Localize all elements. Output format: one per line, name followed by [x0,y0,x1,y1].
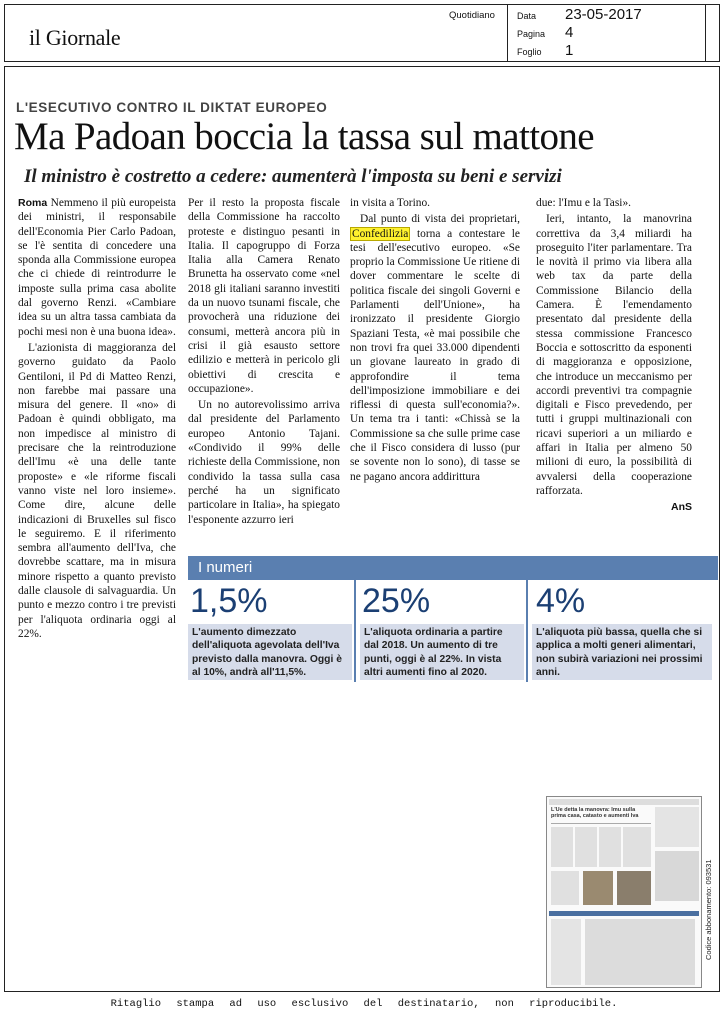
paragraph-text: torna a contestare le tesi dell'esecutivo europeo. «Se proprio la Commissione Ue ritiene di dover commentare le scelte di politica fiscale dei singoli Governi e Parlamenti dell'Unione», ha ironizzato il presidente Giorgio Spaziani Testa, «è mai possibile che non trovi fra quei 33.000 dipendenti un giovane laureato in grado di approfondire il tema dell'imposizione immobiliare e dei riflessi di questa sull'economia?». Un tema tra i tanti: «Chissà se la Commissione sa che sulle prime case che il Fisco considera di lusso (pur se sovente non lo sono), di tasse se ne pagano ancora addirittura [350,227,520,483]
pagina-value: 4 [565,24,574,41]
thumbnail-column [551,871,579,905]
number-description: L'aumento dimezzato dell'aliquota agevolata dell'Iva previsto dalla manovra. Oggi è al 10%, andrà all'11,5%. [188,624,352,680]
paragraph: L'azionista di maggioranza del governo guidato da Paolo Gentiloni, il Pd di Matteo Renzi, non farebbe mai passare una misura del genere. Il «no» di Padoan è quindi obbligato, ma non impedisce al ministro di precisare che la reintroduzione dell'Imu «è una delle tante proposte» e «le riforme fiscali vanno viste nel loro insieme». Come dire, alcune delle indicazioni di Bruxelles sul fisco le seguiremo. E il riferimento sembra all'aumento dell'Iva, che dovrebbe scattare, ma in misura minore rispetto a quanto previsto dalle clausole di salvaguardia. Un punto e mezzo contro i tre previsti per l'aliquota ordinaria oggi al 22%. [18,341,176,640]
article-title: Ma Padoan boccia la tassa sul mattone [14,115,594,158]
paragraph: Per il resto la proposta fiscale della Commissione ha raccolto proteste e distinguo pesanti in Italia. Il capogruppo di Forza Italia alla Camera Renato Brunetta ha osservato come «nel 2018 gli italiani saranno investiti da un nuovo tsunami fiscale, che provocherà una riduzione dei consumi, metterà ancora più in crisi il già esausto settore edilizio e metterà in pericolo gli obiettivi di crescita e occupazione». [188,197,340,395]
foglio-value: 1 [565,42,574,59]
numbers-separator [526,580,528,682]
data-label: Data [517,11,537,21]
clipping-footer: Ritaglio stampa ad uso esclusivo del destinatario, non riproducibile. [110,998,618,1010]
foglio-label: Foglio [517,47,542,57]
article-kicker: L'ESECUTIVO CONTRO IL DIKTAT EUROPEO [16,100,328,115]
paragraph [350,212,520,484]
number-value: 1,5% [190,582,268,620]
number-value: 4% [536,582,586,620]
paragraph: Ieri, intanto, la manovrina correttiva da 3,4 miliardi ha proseguito l'iter parlamentare. Tra le novità il primo via libera alla web tax da parte della Commissione Bilancio della Camera. È l'emendamento presentato dal presidente della stessa commissione Francesco Boccia e sottoscritto da esponenti di maggioranza e opposizione, che introduce un meccanismo per accordi preventivi tra compagnie digitali e Fisco prevedendo, per tutti i gruppi multinazionali con ricavi superiori a un miliardo e affari in Italia per almeno 50 milioni di euro, la possibilità di avvalersi della cooperazione rafforzata. [536,213,692,497]
thumbnail-column [551,827,573,867]
paragraph: due: l'Imu e la Tasi». [536,197,631,209]
thumbnail-photo [617,871,651,905]
clipping-header [4,4,720,62]
highlighted-term: Confedilizia [352,227,409,240]
thumbnail-header [549,799,699,805]
article-column-3 [350,196,520,484]
number-item [360,580,524,682]
numbers-heading: I numeri [188,556,718,580]
author-signature: AnS [671,501,692,514]
thumbnail-headline: L'Ue detta la manovra: Imu sulla prima casa, catasto e aumenti Iva [551,807,639,819]
subscription-code: Codice abbonamento: 093531 [704,859,713,960]
number-description: L'aliquota più bassa, quella che si applica a molti generi alimentari, non subirà variazioni nei prossimi anni. [532,624,712,680]
publication-type: Quotidiano [449,10,495,21]
article-column-4 [536,196,692,515]
paragraph: Un no autorevolissimo arriva dal presidente del Parlamento europeo Antonio Tajani. «Condivido il 99% delle richieste della Commissione, non condivido la tassa sulla casa perché ha un significato particolare in Italia», ha spiegato l'esponente azzurro ieri [188,399,340,526]
number-description: L'aliquota ordinaria a partire dal 2018. Un aumento di tre punti, oggi è al 22%. In vista altri aumenti fino al 2020. [360,624,524,680]
thumbnail-band [549,911,699,916]
number-item [532,580,712,682]
thumbnail-line [551,823,651,824]
header-divider-right [705,5,706,61]
paragraph [18,196,176,339]
masthead: il Giornale [29,25,121,50]
numbers-box [188,580,718,682]
paragraph-text: Nemmeno il più europeista dei ministri, il responsabile dell'Economia Pier Carlo Padoan, se l'è sentita di concedere una sponda alla Commissione europea che ci chiede di reintrodurre le imposte sulla prima casa abolite dal governo Renzi. «Cambiare idea su un altra tassa cambiata da pochi mesi non è una buona idea». [18,197,176,338]
thumbnail-column [655,851,699,901]
header-divider [507,5,508,61]
pagina-label: Pagina [517,29,546,39]
thumbnail-photo [583,871,613,905]
data-value: 23-05-2017 [565,6,642,23]
number-value: 25% [362,582,431,620]
thumbnail-column [623,827,651,867]
thumbnail-column [585,919,695,985]
dateline: Roma [18,197,48,209]
thumbnail-column [575,827,597,867]
number-item [188,580,352,682]
thumbnail-sidebar [655,807,699,847]
thumbnail-ad [551,919,581,985]
article-subtitle: Il ministro è costretto a cedere: aumenterà l'imposta su beni e servizi [24,166,562,187]
page-thumbnail [546,796,702,988]
article-column-2 [188,196,340,527]
numbers-separator [354,580,356,682]
thumbnail-column [599,827,621,867]
paragraph-text: Dal punto di vista dei proprietari, [360,213,520,226]
article-column-1 [18,196,176,641]
paragraph: in visita a Torino. [350,197,430,209]
